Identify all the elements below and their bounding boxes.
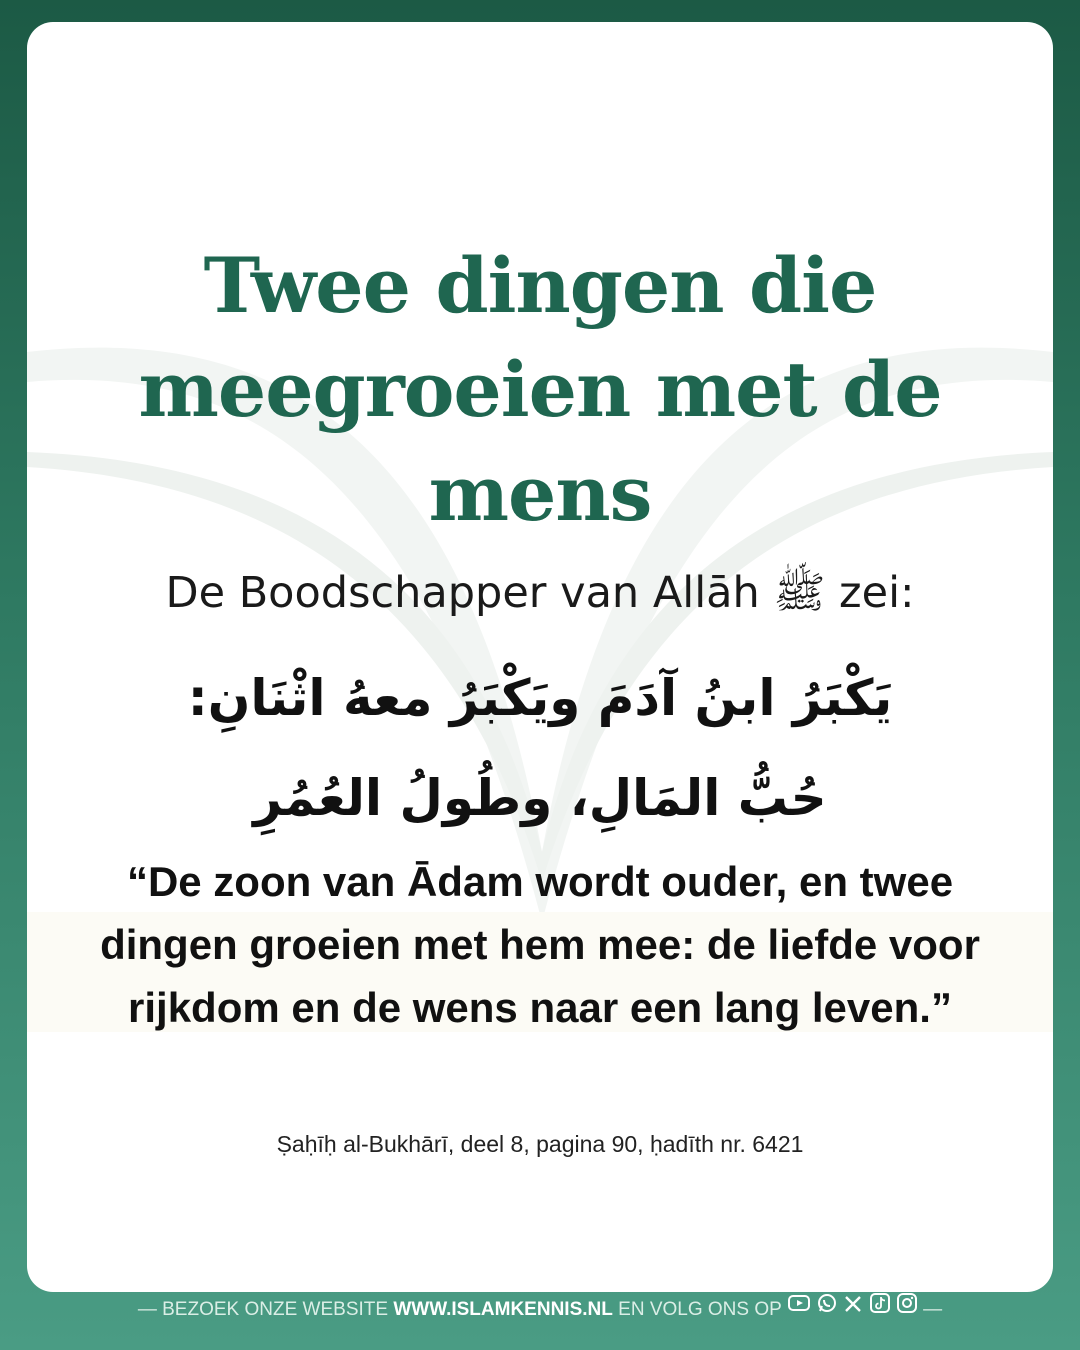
youtube-icon[interactable]: [788, 1291, 810, 1325]
footer-bar: [0, 1293, 1080, 1327]
hadith-source: Ṣaḥīḥ al-Bukhārī, deel 8, pagina 90, ḥadīth nr. 6421: [276, 1131, 804, 1157]
x-icon[interactable]: [844, 1291, 862, 1325]
arabic-line-1: يَكْبَرُ ابنُ آدَمَ ويَكْبَرُ معهُ اثْنَانِ:: [187, 669, 893, 727]
footer-dash-right: —: [923, 1299, 943, 1321]
footer-follow-text: EN VOLG ONS OP: [618, 1299, 782, 1321]
page-title: Twee dingen die meegroeien met de mens: [138, 241, 942, 538]
tiktok-icon[interactable]: [870, 1291, 890, 1325]
arabic-line-2: حُبُّ المَالِ، وطُولُ العُمُرِ: [253, 769, 827, 827]
footer-prefix: BEZOEK ONZE WEBSITE: [162, 1299, 389, 1321]
website-link[interactable]: WWW.ISLAMKENNIS.NL: [393, 1299, 613, 1321]
hadith-translation: “De zoon van Ādam wordt ouder, en twee dingen groeien met hem mee: de liefde voor rijkdom en de wens naar een lang leven.”: [100, 858, 980, 1031]
arabic-hadith: [27, 648, 1053, 848]
footer-dash-left: —: [137, 1299, 157, 1321]
instagram-icon[interactable]: [897, 1291, 917, 1325]
intro-text: De Boodschapper van Allāh ﷺ zei:: [165, 568, 915, 618]
whatsapp-icon[interactable]: [817, 1291, 837, 1325]
content-card: [27, 22, 1053, 1292]
